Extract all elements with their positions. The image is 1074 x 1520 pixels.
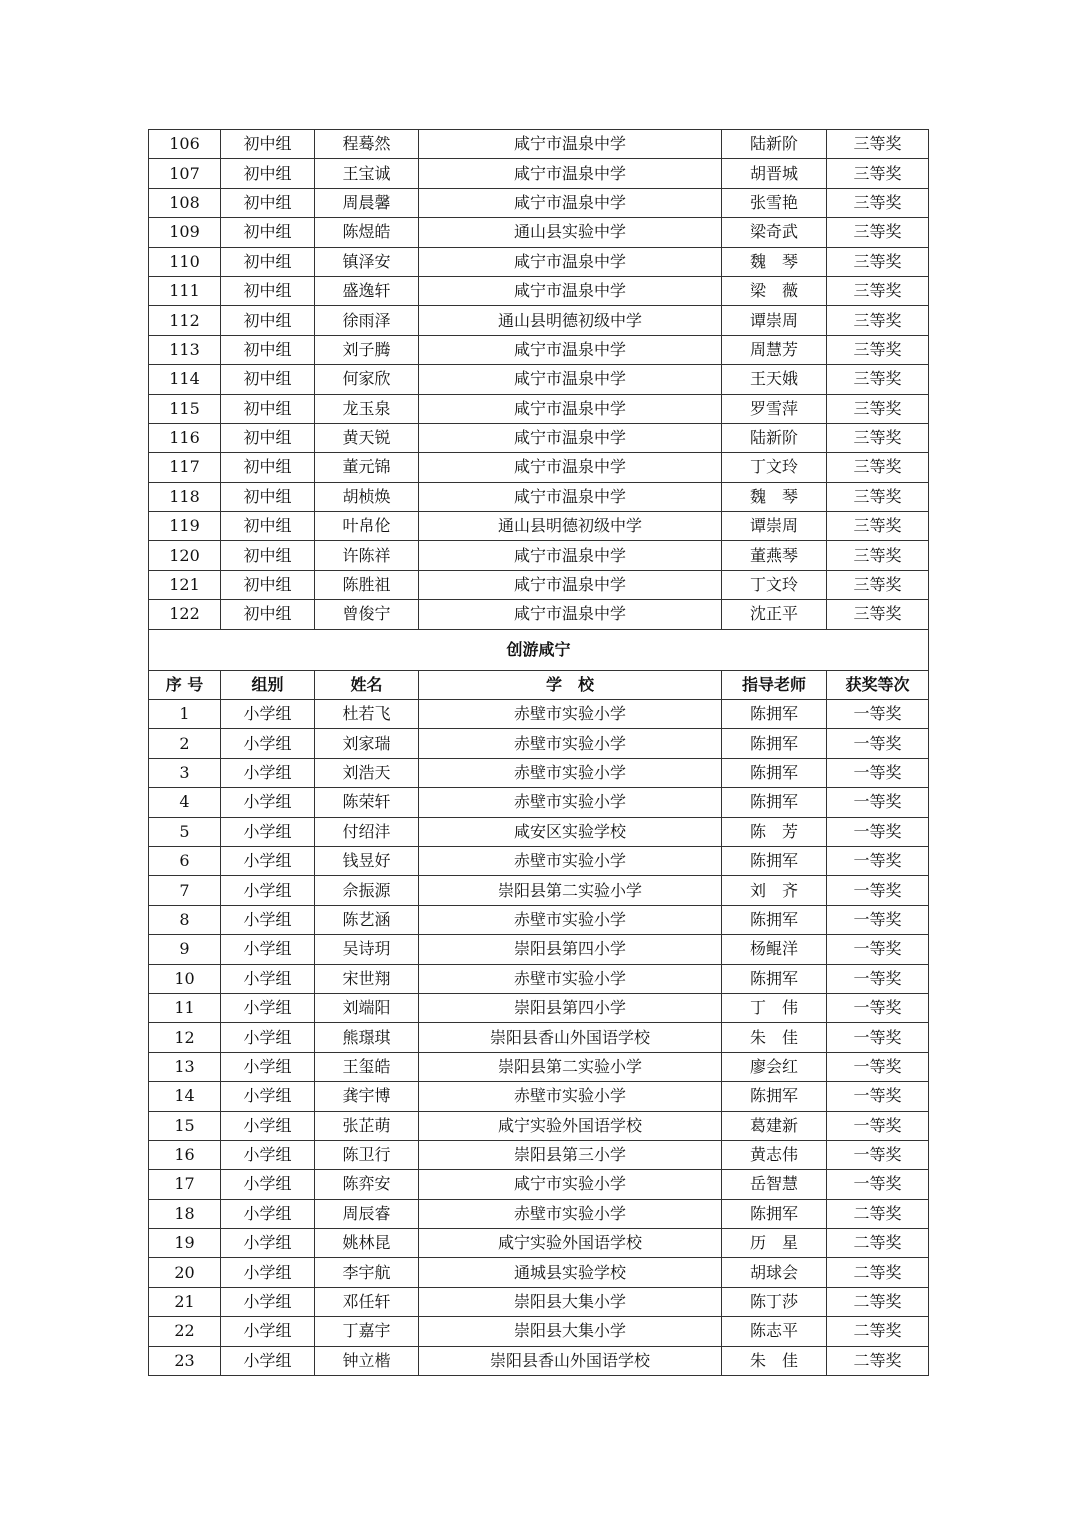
cell-group: 小学组 bbox=[221, 788, 315, 817]
cell-group: 小学组 bbox=[221, 1111, 315, 1140]
cell-group: 小学组 bbox=[221, 1140, 315, 1169]
cell-teacher: 朱 佳 bbox=[722, 1346, 827, 1375]
cell-school: 咸宁市温泉中学 bbox=[419, 394, 722, 423]
cell-index: 3 bbox=[149, 758, 221, 787]
cell-index: 15 bbox=[149, 1111, 221, 1140]
header-index: 序 号 bbox=[149, 670, 221, 699]
cell-index: 118 bbox=[149, 482, 221, 511]
cell-award: 一等奖 bbox=[827, 729, 929, 758]
cell-name: 镇泽安 bbox=[315, 247, 419, 276]
table-row bbox=[149, 1229, 929, 1258]
cell-group: 小学组 bbox=[221, 1052, 315, 1081]
cell-award: 三等奖 bbox=[827, 600, 929, 629]
cell-award: 一等奖 bbox=[827, 935, 929, 964]
cell-school: 咸宁实验外国语学校 bbox=[419, 1111, 722, 1140]
cell-index: 106 bbox=[149, 130, 221, 159]
cell-teacher: 黄志伟 bbox=[722, 1140, 827, 1169]
table-row bbox=[149, 758, 929, 787]
cell-name: 陈荣轩 bbox=[315, 788, 419, 817]
table-row bbox=[149, 905, 929, 934]
cell-group: 初中组 bbox=[221, 276, 315, 305]
cell-group: 小学组 bbox=[221, 1287, 315, 1316]
cell-award: 三等奖 bbox=[827, 306, 929, 335]
cell-award: 三等奖 bbox=[827, 570, 929, 599]
table-row bbox=[149, 600, 929, 629]
table-row bbox=[149, 130, 929, 159]
cell-name: 龙玉泉 bbox=[315, 394, 419, 423]
cell-teacher: 陈拥军 bbox=[722, 905, 827, 934]
table-row bbox=[149, 846, 929, 875]
cell-name: 佘振源 bbox=[315, 876, 419, 905]
cell-award: 三等奖 bbox=[827, 247, 929, 276]
cell-teacher: 陆新阶 bbox=[722, 423, 827, 452]
cell-teacher: 岳智慧 bbox=[722, 1170, 827, 1199]
cell-award: 二等奖 bbox=[827, 1287, 929, 1316]
cell-teacher: 谭崇周 bbox=[722, 512, 827, 541]
cell-school: 通山县明德初级中学 bbox=[419, 512, 722, 541]
cell-name: 刘子腾 bbox=[315, 335, 419, 364]
cell-school: 咸宁市温泉中学 bbox=[419, 423, 722, 452]
cell-index: 14 bbox=[149, 1082, 221, 1111]
cell-index: 121 bbox=[149, 570, 221, 599]
table-row bbox=[149, 876, 929, 905]
cell-name: 徐雨泽 bbox=[315, 306, 419, 335]
cell-name: 李宇航 bbox=[315, 1258, 419, 1287]
cell-group: 小学组 bbox=[221, 1199, 315, 1228]
cell-school: 咸安区实验学校 bbox=[419, 817, 722, 846]
cell-group: 初中组 bbox=[221, 423, 315, 452]
cell-teacher: 陈 芳 bbox=[722, 817, 827, 846]
table-row bbox=[149, 817, 929, 846]
cell-name: 付绍沣 bbox=[315, 817, 419, 846]
cell-index: 17 bbox=[149, 1170, 221, 1199]
cell-name: 杜若飞 bbox=[315, 700, 419, 729]
cell-award: 一等奖 bbox=[827, 817, 929, 846]
table-row bbox=[149, 365, 929, 394]
cell-school: 赤壁市实验小学 bbox=[419, 729, 722, 758]
cell-award: 一等奖 bbox=[827, 758, 929, 787]
table-row bbox=[149, 512, 929, 541]
cell-name: 宋世翔 bbox=[315, 964, 419, 993]
cell-group: 初中组 bbox=[221, 365, 315, 394]
cell-index: 113 bbox=[149, 335, 221, 364]
cell-award: 三等奖 bbox=[827, 365, 929, 394]
cell-teacher: 陆新阶 bbox=[722, 130, 827, 159]
table-row bbox=[149, 1023, 929, 1052]
cell-index: 4 bbox=[149, 788, 221, 817]
cell-group: 初中组 bbox=[221, 512, 315, 541]
cell-award: 三等奖 bbox=[827, 482, 929, 511]
cell-group: 初中组 bbox=[221, 159, 315, 188]
cell-index: 107 bbox=[149, 159, 221, 188]
cell-group: 小学组 bbox=[221, 935, 315, 964]
cell-award: 三等奖 bbox=[827, 218, 929, 247]
cell-name: 胡桢焕 bbox=[315, 482, 419, 511]
cell-school: 咸宁市温泉中学 bbox=[419, 335, 722, 364]
cell-school: 赤壁市实验小学 bbox=[419, 788, 722, 817]
cell-teacher: 朱 佳 bbox=[722, 1023, 827, 1052]
cell-group: 小学组 bbox=[221, 993, 315, 1022]
cell-award: 一等奖 bbox=[827, 1082, 929, 1111]
cell-award: 一等奖 bbox=[827, 993, 929, 1022]
cell-group: 初中组 bbox=[221, 570, 315, 599]
header-name: 姓名 bbox=[315, 670, 419, 699]
cell-school: 咸宁市温泉中学 bbox=[419, 276, 722, 305]
table-row bbox=[149, 335, 929, 364]
cell-group: 小学组 bbox=[221, 1170, 315, 1199]
cell-group: 小学组 bbox=[221, 1346, 315, 1375]
cell-index: 114 bbox=[149, 365, 221, 394]
cell-index: 116 bbox=[149, 423, 221, 452]
table-row bbox=[149, 1082, 929, 1111]
cell-group: 小学组 bbox=[221, 1229, 315, 1258]
cell-school: 咸宁市温泉中学 bbox=[419, 541, 722, 570]
cell-school: 通城县实验学校 bbox=[419, 1258, 722, 1287]
cell-name: 陈艺涵 bbox=[315, 905, 419, 934]
cell-teacher: 罗雪萍 bbox=[722, 394, 827, 423]
header-row bbox=[149, 670, 929, 699]
cell-group: 初中组 bbox=[221, 130, 315, 159]
cell-teacher: 胡晋城 bbox=[722, 159, 827, 188]
cell-award: 一等奖 bbox=[827, 788, 929, 817]
cell-school: 崇阳县第二实验小学 bbox=[419, 876, 722, 905]
cell-teacher: 魏 琴 bbox=[722, 482, 827, 511]
table-row bbox=[149, 935, 929, 964]
table-row bbox=[149, 570, 929, 599]
cell-school: 咸宁市温泉中学 bbox=[419, 247, 722, 276]
cell-index: 119 bbox=[149, 512, 221, 541]
cell-group: 小学组 bbox=[221, 758, 315, 787]
cell-award: 二等奖 bbox=[827, 1229, 929, 1258]
table-row bbox=[149, 423, 929, 452]
table-row bbox=[149, 1140, 929, 1169]
cell-index: 120 bbox=[149, 541, 221, 570]
cell-teacher: 陈拥军 bbox=[722, 788, 827, 817]
cell-name: 龚宇博 bbox=[315, 1082, 419, 1111]
cell-index: 23 bbox=[149, 1346, 221, 1375]
cell-name: 钱昱好 bbox=[315, 846, 419, 875]
table-row bbox=[149, 159, 929, 188]
cell-teacher: 王天娥 bbox=[722, 365, 827, 394]
table-row bbox=[149, 993, 929, 1022]
cell-index: 112 bbox=[149, 306, 221, 335]
cell-school: 赤壁市实验小学 bbox=[419, 1082, 722, 1111]
cell-school: 咸宁市温泉中学 bbox=[419, 482, 722, 511]
cell-teacher: 张雪艳 bbox=[722, 188, 827, 217]
cell-school: 咸宁市温泉中学 bbox=[419, 600, 722, 629]
table-body-junior bbox=[149, 130, 929, 630]
cell-award: 一等奖 bbox=[827, 876, 929, 905]
cell-name: 刘家瑞 bbox=[315, 729, 419, 758]
cell-award: 一等奖 bbox=[827, 905, 929, 934]
cell-name: 吴诗玥 bbox=[315, 935, 419, 964]
cell-school: 咸宁市温泉中学 bbox=[419, 159, 722, 188]
cell-group: 小学组 bbox=[221, 964, 315, 993]
cell-teacher: 陈拥军 bbox=[722, 964, 827, 993]
cell-group: 小学组 bbox=[221, 1082, 315, 1111]
cell-index: 8 bbox=[149, 905, 221, 934]
cell-teacher: 董燕琴 bbox=[722, 541, 827, 570]
cell-teacher: 陈拥军 bbox=[722, 1199, 827, 1228]
cell-teacher: 廖会红 bbox=[722, 1052, 827, 1081]
cell-name: 周晨馨 bbox=[315, 188, 419, 217]
cell-teacher: 丁 伟 bbox=[722, 993, 827, 1022]
table-row bbox=[149, 700, 929, 729]
cell-index: 109 bbox=[149, 218, 221, 247]
cell-name: 周辰睿 bbox=[315, 1199, 419, 1228]
cell-index: 111 bbox=[149, 276, 221, 305]
table-row bbox=[149, 453, 929, 482]
cell-teacher: 葛建新 bbox=[722, 1111, 827, 1140]
section-title: 创游咸宁 bbox=[149, 629, 929, 670]
cell-index: 22 bbox=[149, 1317, 221, 1346]
table-row bbox=[149, 188, 929, 217]
cell-group: 初中组 bbox=[221, 453, 315, 482]
cell-award: 三等奖 bbox=[827, 541, 929, 570]
cell-name: 盛逸轩 bbox=[315, 276, 419, 305]
cell-teacher: 丁文玲 bbox=[722, 453, 827, 482]
cell-index: 20 bbox=[149, 1258, 221, 1287]
cell-name: 程蓦然 bbox=[315, 130, 419, 159]
cell-award: 三等奖 bbox=[827, 423, 929, 452]
cell-school: 崇阳县第四小学 bbox=[419, 993, 722, 1022]
cell-group: 初中组 bbox=[221, 600, 315, 629]
table-row bbox=[149, 218, 929, 247]
table-row bbox=[149, 247, 929, 276]
cell-teacher: 陈拥军 bbox=[722, 758, 827, 787]
cell-index: 13 bbox=[149, 1052, 221, 1081]
cell-teacher: 历 星 bbox=[722, 1229, 827, 1258]
cell-award: 三等奖 bbox=[827, 276, 929, 305]
cell-name: 刘浩天 bbox=[315, 758, 419, 787]
cell-award: 一等奖 bbox=[827, 1170, 929, 1199]
cell-teacher: 陈拥军 bbox=[722, 846, 827, 875]
table-row bbox=[149, 788, 929, 817]
cell-school: 咸宁市温泉中学 bbox=[419, 570, 722, 599]
cell-name: 王宝诚 bbox=[315, 159, 419, 188]
cell-name: 陈卫行 bbox=[315, 1140, 419, 1169]
cell-group: 初中组 bbox=[221, 335, 315, 364]
table-row bbox=[149, 1052, 929, 1081]
table-row bbox=[149, 1346, 929, 1375]
header-group: 组别 bbox=[221, 670, 315, 699]
cell-group: 小学组 bbox=[221, 905, 315, 934]
cell-school: 咸宁市温泉中学 bbox=[419, 453, 722, 482]
cell-school: 咸宁实验外国语学校 bbox=[419, 1229, 722, 1258]
cell-name: 王玺皓 bbox=[315, 1052, 419, 1081]
cell-teacher: 刘 齐 bbox=[722, 876, 827, 905]
cell-index: 117 bbox=[149, 453, 221, 482]
cell-teacher: 陈拥军 bbox=[722, 729, 827, 758]
table-row bbox=[149, 1317, 929, 1346]
cell-school: 赤壁市实验小学 bbox=[419, 1199, 722, 1228]
cell-school: 赤壁市实验小学 bbox=[419, 700, 722, 729]
cell-index: 12 bbox=[149, 1023, 221, 1052]
cell-school: 赤壁市实验小学 bbox=[419, 846, 722, 875]
cell-group: 初中组 bbox=[221, 188, 315, 217]
cell-name: 陈煜皓 bbox=[315, 218, 419, 247]
cell-award: 三等奖 bbox=[827, 188, 929, 217]
cell-name: 叶帛伦 bbox=[315, 512, 419, 541]
cell-award: 二等奖 bbox=[827, 1317, 929, 1346]
cell-school: 崇阳县香山外国语学校 bbox=[419, 1023, 722, 1052]
cell-index: 108 bbox=[149, 188, 221, 217]
cell-award: 三等奖 bbox=[827, 394, 929, 423]
cell-school: 崇阳县第二实验小学 bbox=[419, 1052, 722, 1081]
cell-index: 19 bbox=[149, 1229, 221, 1258]
cell-name: 张芷萌 bbox=[315, 1111, 419, 1140]
cell-name: 黄天锐 bbox=[315, 423, 419, 452]
cell-name: 何家欣 bbox=[315, 365, 419, 394]
awards-table bbox=[148, 129, 929, 1376]
cell-group: 初中组 bbox=[221, 247, 315, 276]
cell-index: 10 bbox=[149, 964, 221, 993]
cell-award: 一等奖 bbox=[827, 700, 929, 729]
cell-school: 咸宁市温泉中学 bbox=[419, 130, 722, 159]
cell-teacher: 陈拥军 bbox=[722, 700, 827, 729]
section-title-row bbox=[149, 629, 929, 670]
cell-teacher: 陈志平 bbox=[722, 1317, 827, 1346]
cell-index: 6 bbox=[149, 846, 221, 875]
table-row bbox=[149, 1170, 929, 1199]
cell-group: 小学组 bbox=[221, 846, 315, 875]
table-row bbox=[149, 541, 929, 570]
cell-index: 115 bbox=[149, 394, 221, 423]
table-row bbox=[149, 482, 929, 511]
cell-group: 小学组 bbox=[221, 1023, 315, 1052]
table-row bbox=[149, 1199, 929, 1228]
cell-index: 11 bbox=[149, 993, 221, 1022]
cell-award: 三等奖 bbox=[827, 159, 929, 188]
cell-award: 二等奖 bbox=[827, 1258, 929, 1287]
cell-group: 小学组 bbox=[221, 817, 315, 846]
cell-index: 2 bbox=[149, 729, 221, 758]
cell-name: 曾俊宁 bbox=[315, 600, 419, 629]
cell-index: 16 bbox=[149, 1140, 221, 1169]
cell-school: 赤壁市实验小学 bbox=[419, 758, 722, 787]
cell-index: 9 bbox=[149, 935, 221, 964]
cell-school: 赤壁市实验小学 bbox=[419, 905, 722, 934]
cell-school: 咸宁市温泉中学 bbox=[419, 365, 722, 394]
cell-award: 二等奖 bbox=[827, 1346, 929, 1375]
table-row bbox=[149, 964, 929, 993]
cell-index: 21 bbox=[149, 1287, 221, 1316]
cell-group: 初中组 bbox=[221, 541, 315, 570]
cell-school: 崇阳县第三小学 bbox=[419, 1140, 722, 1169]
cell-index: 5 bbox=[149, 817, 221, 846]
cell-teacher: 杨鲲洋 bbox=[722, 935, 827, 964]
cell-name: 许陈祥 bbox=[315, 541, 419, 570]
cell-group: 初中组 bbox=[221, 482, 315, 511]
cell-index: 122 bbox=[149, 600, 221, 629]
cell-award: 三等奖 bbox=[827, 453, 929, 482]
cell-name: 邓任轩 bbox=[315, 1287, 419, 1316]
cell-teacher: 梁奇武 bbox=[722, 218, 827, 247]
header-teacher: 指导老师 bbox=[722, 670, 827, 699]
cell-school: 赤壁市实验小学 bbox=[419, 964, 722, 993]
table-body-primary bbox=[149, 700, 929, 1376]
cell-group: 小学组 bbox=[221, 876, 315, 905]
cell-award: 三等奖 bbox=[827, 130, 929, 159]
cell-award: 一等奖 bbox=[827, 1052, 929, 1081]
cell-award: 三等奖 bbox=[827, 335, 929, 364]
cell-award: 一等奖 bbox=[827, 1111, 929, 1140]
cell-award: 一等奖 bbox=[827, 846, 929, 875]
cell-name: 姚林昆 bbox=[315, 1229, 419, 1258]
cell-name: 刘端阳 bbox=[315, 993, 419, 1022]
cell-award: 二等奖 bbox=[827, 1199, 929, 1228]
cell-group: 小学组 bbox=[221, 1258, 315, 1287]
cell-teacher: 周慧芳 bbox=[722, 335, 827, 364]
cell-school: 崇阳县第四小学 bbox=[419, 935, 722, 964]
cell-teacher: 沈正平 bbox=[722, 600, 827, 629]
cell-name: 钟立楷 bbox=[315, 1346, 419, 1375]
cell-school: 咸宁市实验小学 bbox=[419, 1170, 722, 1199]
table-row bbox=[149, 394, 929, 423]
cell-award: 一等奖 bbox=[827, 1023, 929, 1052]
cell-index: 7 bbox=[149, 876, 221, 905]
cell-name: 熊璟琪 bbox=[315, 1023, 419, 1052]
cell-school: 崇阳县大集小学 bbox=[419, 1287, 722, 1316]
cell-group: 初中组 bbox=[221, 394, 315, 423]
header-school: 学 校 bbox=[419, 670, 722, 699]
cell-group: 小学组 bbox=[221, 700, 315, 729]
cell-teacher: 胡球会 bbox=[722, 1258, 827, 1287]
cell-index: 1 bbox=[149, 700, 221, 729]
cell-name: 陈胜祖 bbox=[315, 570, 419, 599]
cell-teacher: 陈丁莎 bbox=[722, 1287, 827, 1316]
cell-teacher: 丁文玲 bbox=[722, 570, 827, 599]
cell-group: 初中组 bbox=[221, 218, 315, 247]
table-row bbox=[149, 1111, 929, 1140]
cell-school: 崇阳县大集小学 bbox=[419, 1317, 722, 1346]
cell-name: 丁嘉宇 bbox=[315, 1317, 419, 1346]
cell-teacher: 陈拥军 bbox=[722, 1082, 827, 1111]
cell-name: 董元锦 bbox=[315, 453, 419, 482]
table-row bbox=[149, 1258, 929, 1287]
section-block bbox=[149, 629, 929, 699]
table-row bbox=[149, 306, 929, 335]
table-row bbox=[149, 1287, 929, 1316]
cell-name: 陈弈安 bbox=[315, 1170, 419, 1199]
cell-group: 小学组 bbox=[221, 729, 315, 758]
cell-school: 通山县实验中学 bbox=[419, 218, 722, 247]
table-row bbox=[149, 729, 929, 758]
cell-teacher: 魏 琴 bbox=[722, 247, 827, 276]
cell-school: 咸宁市温泉中学 bbox=[419, 188, 722, 217]
cell-group: 小学组 bbox=[221, 1317, 315, 1346]
cell-index: 110 bbox=[149, 247, 221, 276]
cell-school: 通山县明德初级中学 bbox=[419, 306, 722, 335]
cell-award: 一等奖 bbox=[827, 1140, 929, 1169]
cell-index: 18 bbox=[149, 1199, 221, 1228]
header-award: 获奖等次 bbox=[827, 670, 929, 699]
cell-school: 崇阳县香山外国语学校 bbox=[419, 1346, 722, 1375]
cell-group: 初中组 bbox=[221, 306, 315, 335]
cell-award: 三等奖 bbox=[827, 512, 929, 541]
cell-teacher: 梁 薇 bbox=[722, 276, 827, 305]
cell-award: 一等奖 bbox=[827, 964, 929, 993]
cell-teacher: 谭崇周 bbox=[722, 306, 827, 335]
table-row bbox=[149, 276, 929, 305]
